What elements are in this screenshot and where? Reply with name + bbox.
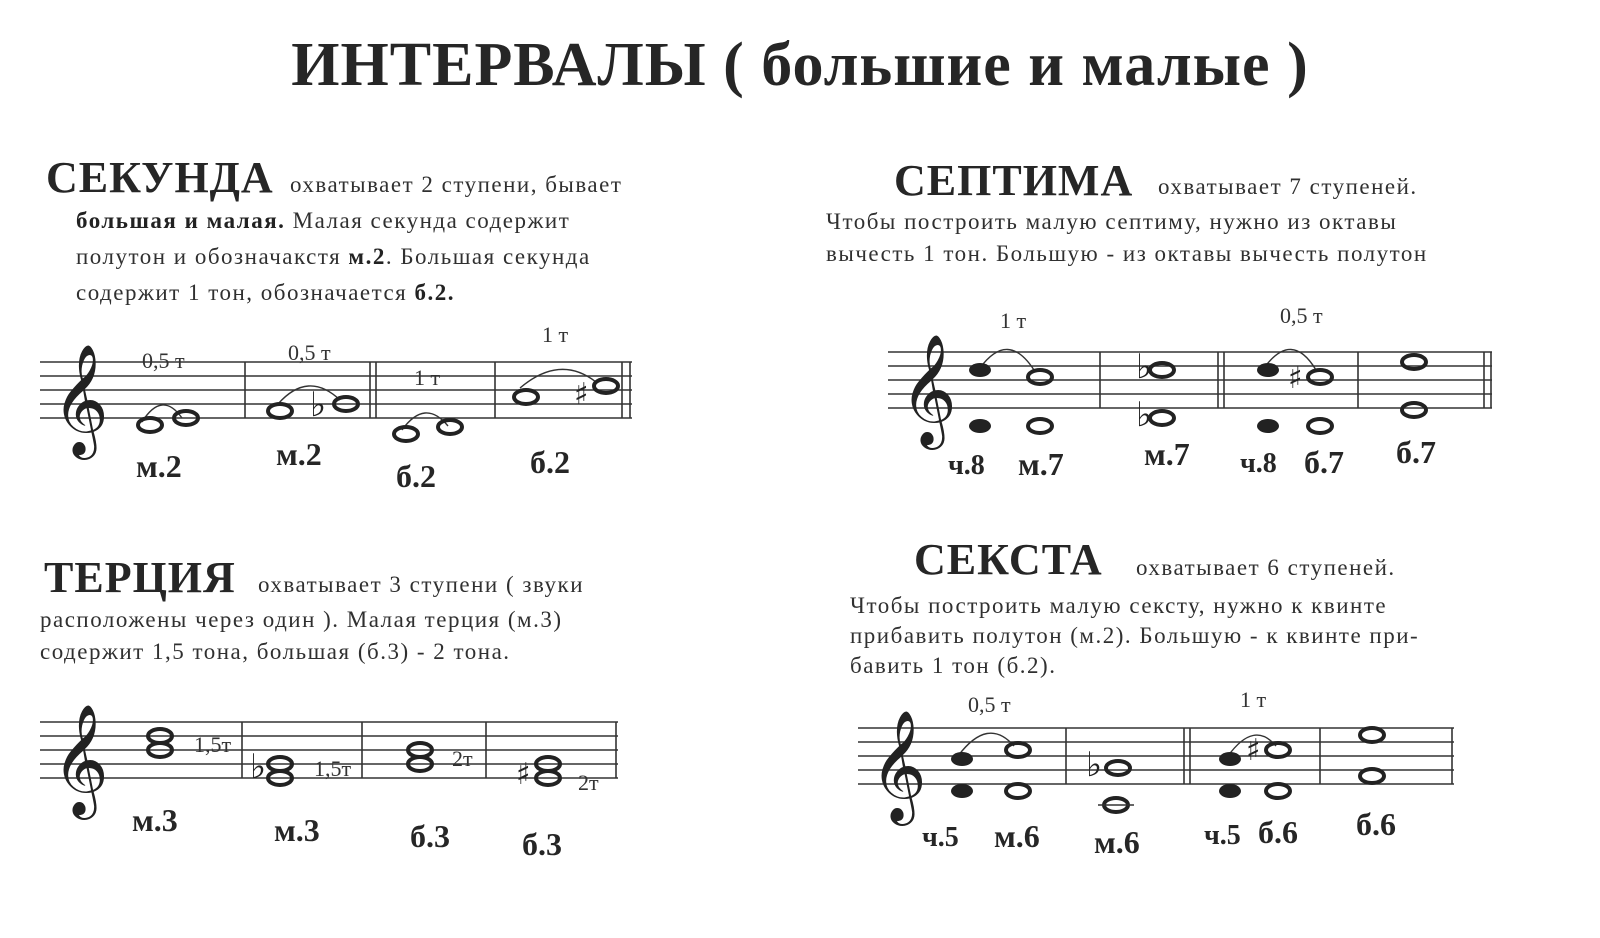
seventh-anno-2: 0,5 т bbox=[1280, 303, 1323, 328]
staff-lines bbox=[858, 728, 1454, 784]
second-anno-3: 1 т bbox=[414, 365, 441, 390]
third-staff bbox=[40, 690, 630, 820]
filled-note-icon bbox=[969, 419, 991, 433]
whole-note-icon bbox=[514, 390, 538, 404]
sharp-icon: ♯ bbox=[1246, 733, 1261, 768]
whole-note-icon bbox=[1266, 784, 1290, 798]
whole-note-icon bbox=[1266, 743, 1290, 757]
third-heading: ТЕРЦИЯ bbox=[44, 553, 236, 602]
flat-icon: ♭ bbox=[250, 747, 267, 787]
second-anno-2: 0,5 т bbox=[288, 340, 331, 365]
filled-note-icon bbox=[951, 784, 973, 798]
whole-note-icon bbox=[1106, 761, 1130, 775]
whole-note-icon bbox=[1308, 370, 1332, 384]
second-line2-rest: Малая секунда содержит bbox=[285, 208, 571, 233]
tie-arc-icon bbox=[278, 386, 340, 404]
second-line2 bbox=[76, 204, 570, 238]
sharp-icon: ♯ bbox=[574, 377, 589, 412]
whole-note-icon bbox=[1360, 728, 1384, 742]
treble-clef-icon: 𝄞 bbox=[52, 703, 109, 815]
treble-clef-icon: 𝄞 bbox=[900, 333, 957, 445]
seventh-line3: вычесть 1 тон. Большую - из октавы вычесть полутон bbox=[826, 241, 1428, 266]
filled-note-icon bbox=[951, 752, 973, 766]
page-title: ИНТЕРВАЛЫ ( большие и малые ) bbox=[291, 31, 1309, 99]
sixth-heading: СЕКСТА bbox=[914, 535, 1103, 584]
second-label-1: м.2 bbox=[136, 448, 182, 484]
sixth-label-4: ч.5 bbox=[1204, 820, 1241, 851]
third-line1: охватывает 3 ступени ( звуки bbox=[258, 572, 585, 597]
second-line1: охватывает 2 ступени, бывает bbox=[290, 172, 623, 197]
whole-note-icon bbox=[138, 418, 162, 432]
filled-note-icon bbox=[1257, 363, 1279, 377]
flat-icon: ♭ bbox=[1136, 395, 1153, 435]
whole-note-icon bbox=[394, 427, 418, 441]
second-heading: СЕКУНДА bbox=[46, 153, 274, 202]
whole-note-icon bbox=[1028, 370, 1052, 384]
third-anno-3: 2т bbox=[452, 746, 473, 771]
whole-note-icon bbox=[1360, 769, 1384, 783]
seventh-anno-1: 1 т bbox=[1000, 308, 1027, 333]
sixth-label-3: м.6 bbox=[1094, 824, 1140, 860]
second-anno-4: 1 т bbox=[542, 322, 569, 347]
sixth-anno-2: 1 т bbox=[1240, 687, 1267, 712]
seventh-label-6: б.7 bbox=[1396, 434, 1436, 470]
third-line3: содержит 1,5 тона, большая (б.3) - 2 тона. bbox=[40, 639, 511, 664]
whole-note-icon bbox=[438, 420, 462, 434]
seventh-label-3: м.7 bbox=[1144, 436, 1190, 472]
second-line4-a: содержит 1 тон, обозначается bbox=[76, 280, 415, 305]
third-label-3: б.3 bbox=[410, 818, 450, 854]
second-line3-b: м.2 bbox=[348, 244, 386, 269]
whole-note-icon bbox=[1308, 419, 1332, 433]
sixth-label-6: б.6 bbox=[1356, 806, 1396, 842]
sixth-line4: бавить 1 тон (б.2). bbox=[850, 653, 1057, 678]
sharp-icon: ♯ bbox=[516, 757, 531, 792]
filled-note-icon bbox=[969, 363, 991, 377]
seventh-staff bbox=[888, 320, 1508, 450]
treble-clef-icon: 𝄞 bbox=[870, 709, 927, 821]
second-line3-a: полутон и обозначакстя bbox=[76, 244, 349, 269]
seventh-label-2: м.7 bbox=[1018, 446, 1064, 482]
whole-note-icon bbox=[1150, 363, 1174, 377]
second-label-4: б.2 bbox=[530, 444, 570, 480]
sixth-label-1: ч.5 bbox=[922, 822, 959, 853]
second-line2-bold: большая и малая. bbox=[76, 208, 286, 233]
filled-note-icon bbox=[1257, 419, 1279, 433]
sixth-line2: Чтобы построить малую сексту, нужно к квинте bbox=[850, 593, 1388, 618]
second-label-2: м.2 bbox=[276, 436, 322, 472]
treble-clef-icon: 𝄞 bbox=[52, 343, 109, 455]
flat-icon: ♭ bbox=[1086, 745, 1103, 785]
whole-note-icon bbox=[594, 379, 618, 393]
third-label-4: б.3 bbox=[522, 826, 562, 862]
third-label-1: м.3 bbox=[132, 802, 178, 838]
flat-icon: ♭ bbox=[1136, 347, 1153, 387]
second-label-3: б.2 bbox=[396, 458, 436, 494]
second-line4-b: б.2. bbox=[414, 280, 456, 305]
seventh-label-5: б.7 bbox=[1304, 444, 1344, 480]
whole-note-icon bbox=[268, 404, 292, 418]
whole-note-icon bbox=[1150, 411, 1174, 425]
flat-icon: ♭ bbox=[310, 385, 327, 425]
third-line2: расположены через один ). Малая терция (м.3) bbox=[40, 607, 563, 632]
sixth-line3: прибавить полутон (м.2). Большую - к квинте при- bbox=[850, 623, 1420, 648]
whole-note-icon bbox=[1006, 743, 1030, 757]
third-anno-1: 1,5т bbox=[194, 732, 232, 757]
seventh-line2: Чтобы построить малую септиму, нужно из октавы bbox=[826, 209, 1398, 234]
second-line3 bbox=[76, 240, 591, 274]
sharp-icon: ♯ bbox=[1288, 361, 1303, 396]
seventh-label-1: ч.8 bbox=[948, 450, 985, 481]
third-anno-2: 1,5т bbox=[314, 756, 352, 781]
sixth-anno-1: 0,5 т bbox=[968, 692, 1011, 717]
seventh-label-4: ч.8 bbox=[1240, 448, 1277, 479]
seventh-heading: СЕПТИМА bbox=[894, 156, 1134, 205]
whole-note-icon bbox=[1402, 403, 1426, 417]
filled-note-icon bbox=[1219, 752, 1241, 766]
filled-note-icon bbox=[1219, 784, 1241, 798]
whole-note-icon bbox=[1402, 355, 1426, 369]
second-anno-1: 0,5 т bbox=[142, 348, 185, 373]
sixth-label-5: б.6 bbox=[1258, 814, 1298, 850]
second-line4 bbox=[76, 276, 455, 310]
sixth-line1: охватывает 6 ступеней. bbox=[1136, 555, 1396, 580]
third-label-2: м.3 bbox=[274, 812, 320, 848]
seventh-line1: охватывает 7 ступеней. bbox=[1158, 174, 1418, 199]
whole-note-icon bbox=[1028, 419, 1052, 433]
third-anno-4: 2т bbox=[578, 770, 599, 795]
whole-note-icon bbox=[1006, 784, 1030, 798]
second-line3-c: . Большая секунда bbox=[385, 244, 591, 269]
sixth-label-2: м.6 bbox=[994, 818, 1040, 854]
